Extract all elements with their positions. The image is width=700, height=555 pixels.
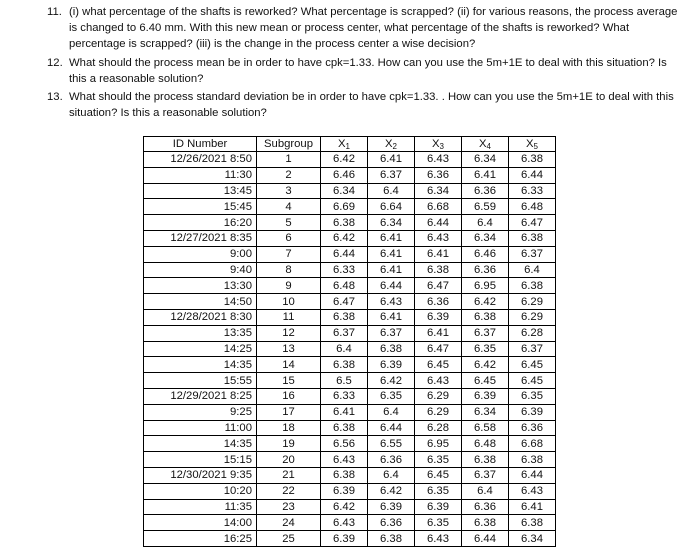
cell-subgroup: 19 (257, 436, 321, 452)
cell-x4: 6.41 (462, 167, 509, 183)
cell-x4: 6.39 (462, 388, 509, 404)
cell-id-number: 12/29/2021 8:25 (144, 388, 257, 404)
table-row (144, 215, 556, 231)
question-text: What should the process mean be in order to have cpk=1.33. How can you use the 5m+1E to deal with this situation? Is this a reasonable solution? (69, 56, 667, 85)
header-x2: $X_2$ (368, 137, 415, 152)
cell-x2: 6.37 (368, 325, 415, 341)
cell-x3: 6.35 (415, 515, 462, 531)
cell-x3: 6.41 (415, 325, 462, 341)
cell-id-number: 11:30 (144, 167, 257, 183)
cell-x3: 6.36 (415, 294, 462, 310)
cell-x1: 6.42 (321, 499, 368, 515)
cell-x3: 6.44 (415, 215, 462, 231)
cell-id-number: 9:00 (144, 246, 257, 262)
question-number: 12. (47, 56, 63, 69)
cell-id-number: 11:35 (144, 499, 257, 515)
cell-subgroup: 1 (257, 152, 321, 168)
header-x5: $X_5$ (509, 137, 556, 152)
cell-id-number: 12/27/2021 8:35 (144, 230, 257, 246)
table-row (144, 294, 556, 310)
table-row (144, 341, 556, 357)
cell-x3: 6.39 (415, 309, 462, 325)
cell-subgroup: 23 (257, 499, 321, 515)
cell-x4: 6.37 (462, 325, 509, 341)
header-x3: $X_3$ (415, 137, 462, 152)
cell-x1: 6.38 (321, 467, 368, 483)
cell-x5: 6.37 (509, 246, 556, 262)
question-11 (0, 4, 700, 53)
cell-id-number: 10:20 (144, 483, 257, 499)
questions-list (0, 4, 700, 121)
cell-id-number: 14:25 (144, 341, 257, 357)
cell-x4: 6.46 (462, 246, 509, 262)
question-12 (0, 55, 700, 87)
table-row (144, 309, 556, 325)
cell-x1: 6.39 (321, 483, 368, 499)
table-row (144, 515, 556, 531)
cell-subgroup: 16 (257, 388, 321, 404)
cell-x5: 6.45 (509, 373, 556, 389)
cell-id-number: 9:40 (144, 262, 257, 278)
cell-subgroup: 5 (257, 215, 321, 231)
question-number: 13. (47, 91, 63, 104)
cell-x5: 6.28 (509, 325, 556, 341)
cell-x2: 6.35 (368, 388, 415, 404)
cell-id-number: 14:50 (144, 294, 257, 310)
cell-x5: 6.47 (509, 215, 556, 231)
cell-x4: 6.42 (462, 294, 509, 310)
cell-id-number: 14:35 (144, 436, 257, 452)
cell-x1: 6.4 (321, 341, 368, 357)
table-row (144, 467, 556, 483)
header-x4: $X_4$ (462, 137, 509, 152)
cell-subgroup: 12 (257, 325, 321, 341)
question-text: What should the process standard deviation be in order to have cpk=1.33. . How can you use the 5m+1E to deal with this situation? Is this a reasonable solution? (69, 91, 674, 120)
cell-x2: 6.38 (368, 341, 415, 357)
cell-x3: 6.45 (415, 467, 462, 483)
cell-x2: 6.39 (368, 357, 415, 373)
cell-x4: 6.36 (462, 262, 509, 278)
cell-x1: 6.42 (321, 230, 368, 246)
cell-x2: 6.38 (368, 531, 415, 547)
cell-x1: 6.39 (321, 531, 368, 547)
cell-x2: 6.41 (368, 230, 415, 246)
cell-x3: 6.29 (415, 404, 462, 420)
cell-subgroup: 11 (257, 309, 321, 325)
cell-x5: 6.29 (509, 309, 556, 325)
cell-x1: 6.5 (321, 373, 368, 389)
cell-id-number: 12/26/2021 8:50 (144, 152, 257, 168)
cell-x5: 6.4 (509, 262, 556, 278)
cell-subgroup: 24 (257, 515, 321, 531)
table-row (144, 436, 556, 452)
cell-x4: 6.34 (462, 230, 509, 246)
cell-id-number: 15:55 (144, 373, 257, 389)
table-row (144, 531, 556, 547)
cell-x1: 6.48 (321, 278, 368, 294)
cell-x4: 6.34 (462, 404, 509, 420)
cell-subgroup: 21 (257, 467, 321, 483)
cell-x4: 6.95 (462, 278, 509, 294)
cell-x4: 6.36 (462, 499, 509, 515)
cell-id-number: 13:45 (144, 183, 257, 199)
cell-subgroup: 2 (257, 167, 321, 183)
cell-x2: 6.37 (368, 167, 415, 183)
header-id-number: ID Number (144, 137, 257, 152)
cell-id-number: 15:45 (144, 199, 257, 215)
cell-x2: 6.41 (368, 246, 415, 262)
cell-x5: 6.38 (509, 452, 556, 468)
cell-x4: 6.38 (462, 309, 509, 325)
cell-x3: 6.34 (415, 183, 462, 199)
cell-subgroup: 4 (257, 199, 321, 215)
cell-subgroup: 8 (257, 262, 321, 278)
cell-x1: 6.38 (321, 420, 368, 436)
cell-subgroup: 6 (257, 230, 321, 246)
cell-id-number: 14:00 (144, 515, 257, 531)
cell-x1: 6.33 (321, 262, 368, 278)
cell-x1: 6.38 (321, 357, 368, 373)
cell-x5: 6.45 (509, 357, 556, 373)
table-row (144, 262, 556, 278)
cell-x5: 6.38 (509, 515, 556, 531)
cell-x1: 6.33 (321, 388, 368, 404)
cell-x4: 6.37 (462, 467, 509, 483)
cell-x1: 6.43 (321, 515, 368, 531)
cell-subgroup: 10 (257, 294, 321, 310)
cell-id-number: 16:20 (144, 215, 257, 231)
cell-x4: 6.4 (462, 483, 509, 499)
cell-subgroup: 22 (257, 483, 321, 499)
cell-x2: 6.44 (368, 278, 415, 294)
cell-x5: 6.48 (509, 199, 556, 215)
table-row (144, 483, 556, 499)
cell-x3: 6.38 (415, 262, 462, 278)
table-row (144, 499, 556, 515)
table-row (144, 246, 556, 262)
table-row (144, 167, 556, 183)
shaft-measurements-table-wrapper (143, 136, 556, 547)
cell-id-number: 16:25 (144, 531, 257, 547)
cell-subgroup: 25 (257, 531, 321, 547)
cell-x4: 6.4 (462, 215, 509, 231)
cell-x5: 6.68 (509, 436, 556, 452)
cell-x1: 6.37 (321, 325, 368, 341)
table-row (144, 452, 556, 468)
table-row (144, 404, 556, 420)
table-header-row (144, 137, 556, 152)
cell-id-number: 12/30/2021 9:35 (144, 467, 257, 483)
cell-id-number: 14:35 (144, 357, 257, 373)
table-row (144, 199, 556, 215)
cell-x2: 6.41 (368, 152, 415, 168)
cell-x3: 6.29 (415, 388, 462, 404)
cell-id-number: 9:25 (144, 404, 257, 420)
cell-x2: 6.36 (368, 515, 415, 531)
cell-subgroup: 20 (257, 452, 321, 468)
cell-x3: 6.45 (415, 357, 462, 373)
cell-x2: 6.4 (368, 404, 415, 420)
cell-x2: 6.64 (368, 199, 415, 215)
cell-subgroup: 13 (257, 341, 321, 357)
cell-x4: 6.45 (462, 373, 509, 389)
cell-x2: 6.41 (368, 262, 415, 278)
cell-x1: 6.44 (321, 246, 368, 262)
question-13 (0, 89, 700, 121)
cell-x5: 6.41 (509, 499, 556, 515)
cell-x3: 6.43 (415, 230, 462, 246)
question-text: (i) what percentage of the shafts is reworked? What percentage is scrapped? (ii) for various reasons, the process average is changed to 6.40 mm. With this new mean or process center, what percentage of the shafts is reworked? What percentage is scrapped? (iii) is the change in the process center a wise decision? (69, 6, 678, 51)
cell-id-number: 11:00 (144, 420, 257, 436)
cell-x5: 6.44 (509, 467, 556, 483)
cell-subgroup: 17 (257, 404, 321, 420)
cell-x2: 6.39 (368, 499, 415, 515)
cell-x5: 6.38 (509, 152, 556, 168)
cell-id-number: 15:15 (144, 452, 257, 468)
cell-x2: 6.41 (368, 309, 415, 325)
cell-x3: 6.41 (415, 246, 462, 262)
cell-x1: 6.46 (321, 167, 368, 183)
cell-x4: 6.58 (462, 420, 509, 436)
cell-x4: 6.38 (462, 515, 509, 531)
cell-subgroup: 7 (257, 246, 321, 262)
cell-x5: 6.44 (509, 167, 556, 183)
cell-x3: 6.47 (415, 278, 462, 294)
cell-x1: 6.38 (321, 215, 368, 231)
cell-x5: 6.36 (509, 420, 556, 436)
cell-x2: 6.42 (368, 483, 415, 499)
cell-x4: 6.38 (462, 452, 509, 468)
cell-id-number: 13:35 (144, 325, 257, 341)
table-row (144, 183, 556, 199)
cell-x3: 6.95 (415, 436, 462, 452)
cell-subgroup: 3 (257, 183, 321, 199)
cell-x3: 6.39 (415, 499, 462, 515)
table-row (144, 278, 556, 294)
header-x1: $X_1$ (321, 137, 368, 152)
cell-x2: 6.4 (368, 467, 415, 483)
cell-x4: 6.34 (462, 152, 509, 168)
table-row (144, 230, 556, 246)
cell-x4: 6.35 (462, 341, 509, 357)
cell-x3: 6.28 (415, 420, 462, 436)
cell-subgroup: 18 (257, 420, 321, 436)
cell-x2: 6.42 (368, 373, 415, 389)
cell-x2: 6.34 (368, 215, 415, 231)
cell-x4: 6.42 (462, 357, 509, 373)
cell-x5: 6.37 (509, 341, 556, 357)
cell-subgroup: 14 (257, 357, 321, 373)
cell-x5: 6.34 (509, 531, 556, 547)
table-row (144, 152, 556, 168)
table-body (144, 152, 556, 547)
cell-x2: 6.55 (368, 436, 415, 452)
cell-x1: 6.42 (321, 152, 368, 168)
cell-id-number: 13:30 (144, 278, 257, 294)
cell-x4: 6.44 (462, 531, 509, 547)
cell-x5: 6.33 (509, 183, 556, 199)
cell-x2: 6.4 (368, 183, 415, 199)
cell-x5: 6.39 (509, 404, 556, 420)
cell-x5: 6.43 (509, 483, 556, 499)
cell-x3: 6.47 (415, 341, 462, 357)
cell-subgroup: 9 (257, 278, 321, 294)
cell-x2: 6.43 (368, 294, 415, 310)
cell-x4: 6.36 (462, 183, 509, 199)
table-row (144, 420, 556, 436)
cell-x1: 6.41 (321, 404, 368, 420)
cell-x3: 6.36 (415, 167, 462, 183)
cell-x1: 6.47 (321, 294, 368, 310)
cell-x3: 6.43 (415, 152, 462, 168)
table-row (144, 325, 556, 341)
cell-x3: 6.43 (415, 373, 462, 389)
cell-x1: 6.34 (321, 183, 368, 199)
cell-x4: 6.48 (462, 436, 509, 452)
cell-x5: 6.29 (509, 294, 556, 310)
cell-x2: 6.36 (368, 452, 415, 468)
cell-x1: 6.38 (321, 309, 368, 325)
question-number: 11. (47, 6, 62, 18)
cell-x3: 6.68 (415, 199, 462, 215)
cell-x1: 6.56 (321, 436, 368, 452)
table-row (144, 388, 556, 404)
cell-x5: 6.38 (509, 278, 556, 294)
cell-x1: 6.69 (321, 199, 368, 215)
header-subgroup: Subgroup (257, 137, 321, 152)
cell-id-number: 12/28/2021 8:30 (144, 309, 257, 325)
cell-x5: 6.35 (509, 388, 556, 404)
cell-x2: 6.44 (368, 420, 415, 436)
cell-x3: 6.43 (415, 531, 462, 547)
table-row (144, 357, 556, 373)
shaft-measurements-table (143, 136, 556, 547)
cell-x3: 6.35 (415, 452, 462, 468)
cell-x1: 6.43 (321, 452, 368, 468)
cell-x4: 6.59 (462, 199, 509, 215)
cell-x3: 6.35 (415, 483, 462, 499)
table-row (144, 373, 556, 389)
cell-subgroup: 15 (257, 373, 321, 389)
cell-x5: 6.38 (509, 230, 556, 246)
